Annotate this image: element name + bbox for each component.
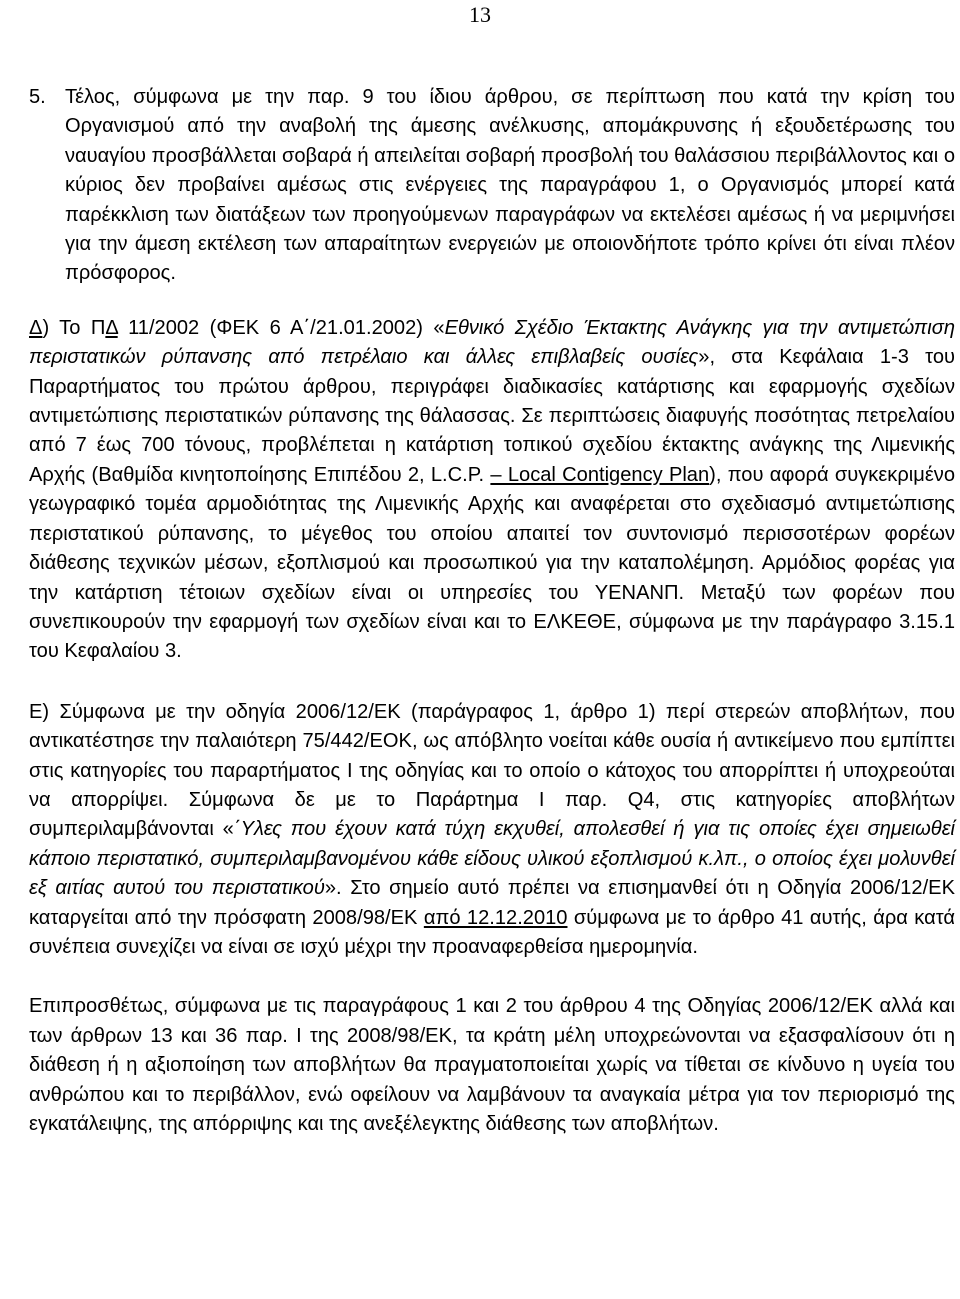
- paragraph-d-text-1b: Δ: [105, 316, 118, 339]
- paragraph-d-text-4: ), που αφορά συγκεκριμένο γεωγραφικό τομέα αρμοδιότητας της Λιμενικής Αρχής και αναφέρεται στο σχεδιασμό αντιμετώπισης περιστατικού ρύπανσης, το μέγεθος του οποίου απαιτεί τον συντονισμό περισσοτέρων φορέων διάθεσης τεχνικών μέσων, εξοπλισμού και προσωπικού για την καταπολέμηση. Αρμόδιος φορέας για την κατάρτιση τέτοιων σχεδίων είναι οι υπηρεσίες του ΥΕΝΑΝΠ. Μεταξύ των φορέων που συνεπικουρούν την εφαρμογή των σχεδίων είναι και το ΕΛΚΕΘΕ, σύμφωνα με την παράγραφο 3.15.1 του Κεφαλαίου 3.: [29, 463, 955, 663]
- page-number: 13: [469, 2, 491, 27]
- list-number: 5.: [29, 86, 46, 108]
- paragraph-e: [29, 698, 955, 963]
- paragraph-d-text-1: ) Το Π: [42, 316, 106, 339]
- paragraph-d-text-3: », στα Κεφάλαια 1-3 του Παραρτήματος του πρώτου άρθρου, περιγράφει διαδικασίες κατάρτισης και εφαρμογής σχεδίων αντιμετώπισης περιστατικών ρύπανσης της θάλασσας. Σε περιπτώσεις διαφυγής ποσότητας πετρελαίου από 7 έως 700 τόνους, προβλέπεται η κατάρτιση τοπικού σχεδίου έκτακτης ανάγκης της Λιμενικής Αρχής (Βαθμίδα κινητοποίησης Επιπέδου 2, L.C.P.: [29, 346, 955, 486]
- date-underlined: από 12.12.2010: [423, 906, 568, 929]
- paragraph-d: [29, 314, 955, 667]
- paragraph-5-text: Τέλος, σύμφωνα με την παρ. 9 του ίδιου άρθρου, σε περίπτωση που κατά την κρίση του Οργανισμού από την αναβολή της άμεσης ανέλκυσης, απομάκρυνσης ή εξουδετέρωσης του ναυαγίου προσβάλλεται σοβαρά ή απειλείται σοβαρή προσβολή του θαλάσσιου περιβάλλοντος και ο κύριος δεν προβαίνει αμέσως στις ενέργειες της παραγράφου 1, ο Οργανισμός μπορεί κατά παρέκκλιση των διατάξεων των προηγούμενων παραγράφων να εκτελέσει αμέσως ή να μεριμνήσει για την άμεση εκτέλεση των απαραίτητων ενεργειών με οποιονδήποτε τρόπο κρίνει ότι είναι πλέον πρόσφορος.: [65, 86, 955, 285]
- paragraph-e-text-1: Ε) Σύμφωνα με την οδηγία 2006/12/ΕΚ (παράγραφος 1, άρθρο 1) περί στερεών αποβλήτων, που αντικατέστησε την παλαιότερη 75/442/ΕΟΚ, ως απόβλητο νοείται κάθε ουσία ή αντικείμενο που εμπίπτει στις κατηγορίες του παραρτήματος Ι της οδηγίας και το οποίο ο κάτοχος του απορρίπτει ή υποχρεούται να απορρίψει. Σύμφωνα δε με το Παράρτημα Ι παρ. Q4, στις κατηγορίες αποβλήτων συμπεριλαμβάνονται «: [29, 700, 955, 841]
- paragraph-5: [29, 83, 955, 289]
- local-plan-term: – Local Contigency Plan: [490, 463, 710, 486]
- paragraph-e-text-2: ». Στο σημείο αυτό πρέπει να επισημανθεί ότι η Οδηγία 2006/12/ΕΚ καταργείται από την πρόσφατη 2008/98/ΕΚ: [29, 877, 955, 929]
- document-body: [29, 83, 955, 1139]
- paragraph-e-text-3: σύμφωνα με το άρθρο 41 αυτής, άρα κατά συνέπεια συνεχίζει να είναι σε ισχύ μέχρι την προαναφερθείσα ημερομηνία.: [29, 906, 955, 958]
- heading-letter-d: Δ: [29, 316, 43, 339]
- paragraph-d-text-2: 11/2002 (ΦΕΚ 6 Α΄/21.01.2002) «: [117, 316, 445, 339]
- plan-title: Εθνικό Σχέδιο Έκτακτης Ανάγκης για την αντιμετώπιση περιστατικών ρύπανσης από πετρέλαιο και άλλες επιβλαβείς ουσίες: [29, 316, 956, 369]
- annex-quote: ΄Υλες που έχουν κατά τύχη εκχυθεί, απολεσθεί ή για τις οποίες έχει σημειωθεί κάποιο περιστατικό, συμπεριλαμβανομένου κάθε είδους υλικού εξοπλισμού κ.λπ., ο οποίος έχει μολυνθεί εξ αιτίας αυτού του περιστατικού: [29, 818, 956, 900]
- paragraph-f: Επιπροσθέτως, σύμφωνα με τις παραγράφους 1 και 2 του άρθρου 4 της Οδηγίας 2006/12/ΕΚ αλλά και των άρθρων 13 και 36 παρ. Ι της 2008/98/ΕΚ, τα κράτη μέλη υποχρεώνονται να εξασφαλίσουν ότι η διάθεση ή η αξιοποίηση των αποβλήτων θα πραγματοποιείται χωρίς να τίθεται σε κίνδυνο η υγεία του ανθρώπου και το περιβάλλον, ενώ οφείλουν να λαμβάνουν τα αναγκαία μέτρα για τον περιορισμό της εγκατάλειψης, της απόρριψης και της ανεξέλεγκτης διάθεσης των αποβλήτων.: [29, 995, 955, 1135]
